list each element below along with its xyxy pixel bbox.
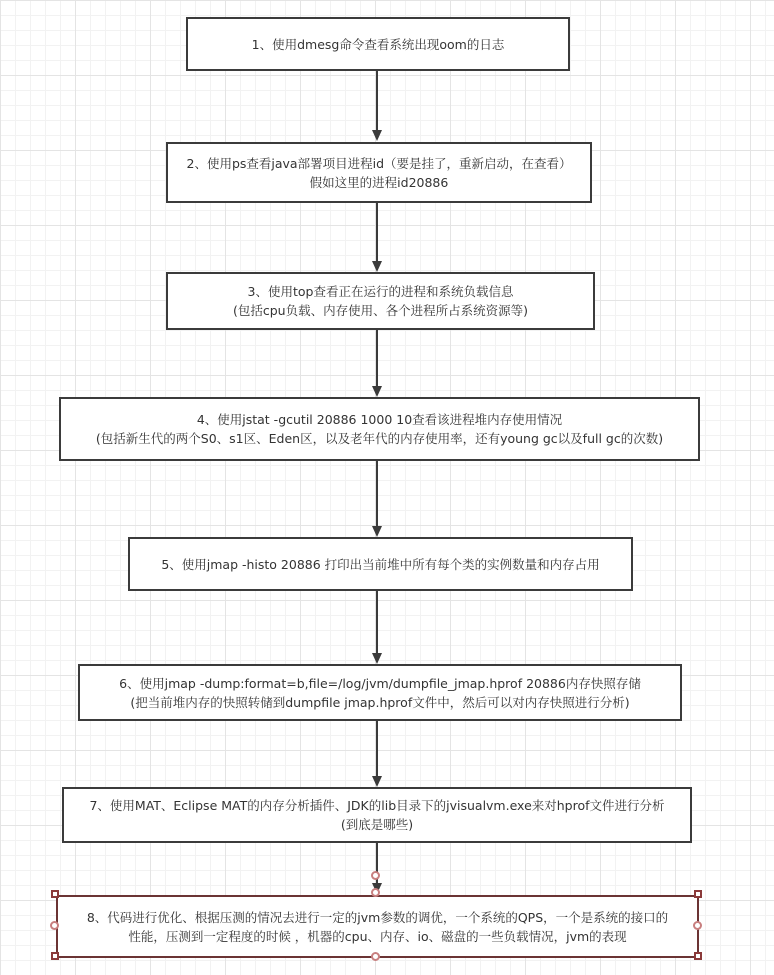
selection-handle-bottom-center[interactable] <box>371 952 380 961</box>
flow-step-6-text: 6、使用jmap -dump:format=b,file=/log/jvm/dumpfile_jmap.hprof 20886内存快照存储 <box>119 675 641 691</box>
selection-handle-top-right[interactable] <box>694 890 702 898</box>
flow-step-7[interactable] <box>62 787 692 843</box>
flow-step-8-text-2: 性能，压测到一定程度的时候 ，机器的cpu、内存、io、磁盘的一些负载情况，jvm的表现 <box>128 928 627 944</box>
connector-line <box>376 721 378 779</box>
connector-1-2[interactable] <box>372 71 382 141</box>
arrowhead-icon <box>372 526 382 537</box>
connector-line <box>376 591 378 656</box>
flow-step-8-text: 8、代码进行优化、根据压测的情况去进行一定的jvm参数的调优，一个系统的QPS，一个是系统的接口的 <box>86 909 669 925</box>
arrowhead-icon <box>372 130 382 141</box>
connector-endpoint-handle-source[interactable] <box>371 871 380 880</box>
arrowhead-icon <box>372 386 382 397</box>
selection-handle-middle-right[interactable] <box>693 921 702 930</box>
flow-step-3[interactable] <box>166 272 595 330</box>
flow-step-7-text-2: (到底是哪些) <box>340 817 414 832</box>
flow-step-4-text-2: (包括新生代的两个S0、s1区、Eden区，以及老年代的内存使用率，还有young gc以及full gc的次数) <box>95 431 664 446</box>
selection-handle-middle-left[interactable] <box>50 921 59 930</box>
connector-3-4[interactable] <box>372 330 382 397</box>
selection-handle-top-left[interactable] <box>51 890 59 898</box>
connector-line <box>376 461 378 529</box>
flow-step-3-text-2: (包括cpu负载、内存使用、各个进程所占系统资源等) <box>233 303 528 318</box>
arrowhead-icon <box>372 261 382 272</box>
flow-step-4-text: 4、使用jstat -gcutil 20886 1000 10查看该进程堆内存使用情况 <box>196 412 563 427</box>
flow-step-5[interactable] <box>128 537 633 591</box>
flow-step-7-text: 7、使用MAT、Eclipse MAT的内存分析插件、JDK的lib目录下的jvisualvm.exe来对hprof文件进行分析 <box>89 798 665 813</box>
connector-2-3[interactable] <box>372 203 382 272</box>
connector-5-6[interactable] <box>372 591 382 664</box>
selection-handle-bottom-right[interactable] <box>694 952 702 960</box>
flow-step-4[interactable] <box>59 397 700 461</box>
flow-step-6-text-2: (把当前堆内存的快照转储到dumpfile jmap.hprof文件中，然后可以对内存快照进行分析) <box>130 694 630 710</box>
flow-step-2-text: 2、使用ps查看java部署项目进程id（要是挂了，重新启动，在查看） <box>186 155 572 171</box>
connector-endpoint-handle-target[interactable] <box>371 888 380 897</box>
connector-line <box>376 330 378 389</box>
flow-step-1-text: 1、使用dmesg命令查看系统出现oom的日志 <box>251 36 505 52</box>
flow-step-1[interactable] <box>186 17 570 71</box>
connector-line <box>376 203 378 264</box>
connector-4-5[interactable] <box>372 461 382 537</box>
flow-step-3-text: 3、使用top查看正在运行的进程和系统负载信息 <box>247 284 514 299</box>
flow-step-6[interactable] <box>78 664 682 721</box>
connector-7-8[interactable] <box>372 843 382 894</box>
flow-step-8[interactable] <box>56 895 699 958</box>
selection-handle-bottom-left[interactable] <box>51 952 59 960</box>
flow-step-5-text: 5、使用jmap -histo 20886 打印出当前堆中所有每个类的实例数量和内存占用 <box>161 556 600 572</box>
arrowhead-icon <box>372 653 382 664</box>
flow-step-2-text-2: 假如这里的进程id20886 <box>309 174 449 190</box>
arrowhead-icon <box>372 776 382 787</box>
connector-6-7[interactable] <box>372 721 382 787</box>
connector-line <box>376 71 378 133</box>
flow-step-2[interactable] <box>166 142 592 203</box>
